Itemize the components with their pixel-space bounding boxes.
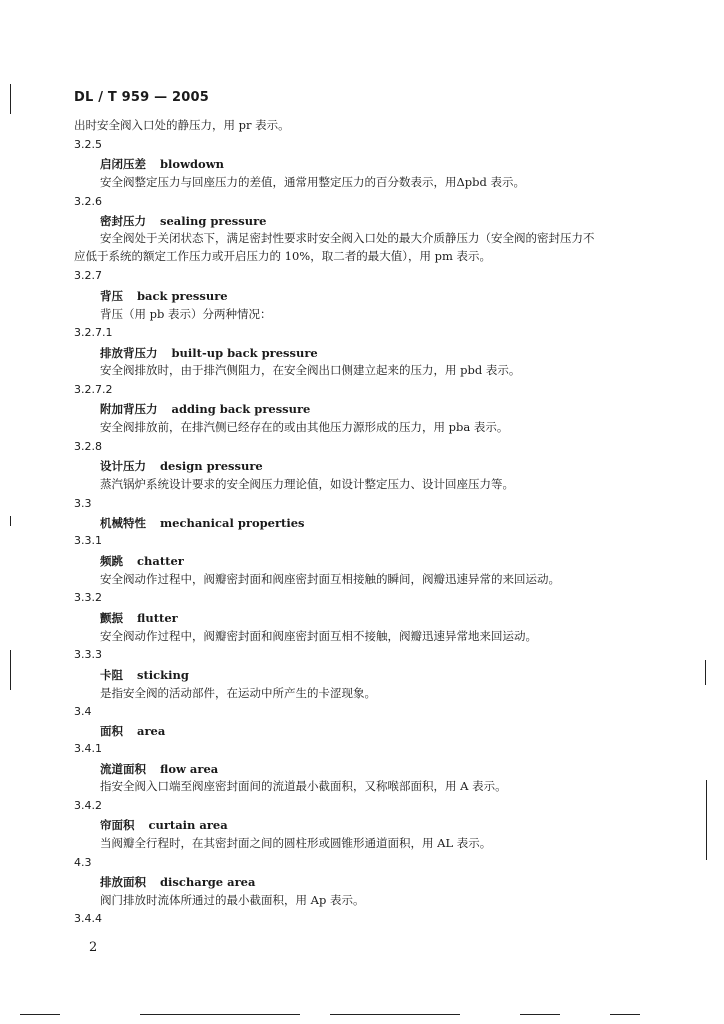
- scan-mark: [10, 84, 11, 114]
- body-text: 安全阀整定压力与回座压力的差值，通常用整定压力的百分数表示，用Δpbd 表示。: [100, 175, 526, 189]
- term-line: [100, 817, 228, 833]
- body-text: 是指安全阀的活动部件，在运动中所产生的卡涩现象。: [100, 686, 376, 700]
- page-number: 2: [89, 940, 98, 955]
- term-english: area: [137, 724, 166, 738]
- body-text: 安全阀动作过程中，阀瓣密封面和阀座密封面互相不接触，阀瓣迅速异常地来回运动。: [100, 629, 537, 643]
- term-chinese: 卡阻: [100, 668, 123, 682]
- term-chinese: 排放背压力: [100, 346, 158, 360]
- term-english: sealing pressure: [160, 214, 267, 228]
- term-line: [100, 345, 318, 361]
- section-number: 3.3.3: [74, 648, 102, 661]
- term-english: built-up back pressure: [171, 346, 318, 360]
- term-english: back pressure: [137, 289, 228, 303]
- section-number: 3.2.5: [74, 138, 102, 151]
- section-number: 3.4.1: [74, 742, 102, 755]
- body-text: 当阀瓣全行程时，在其密封面之间的圆柱形或圆锥形通道面积，用 AL 表示。: [100, 836, 492, 850]
- section-number: 3.3.1: [74, 534, 102, 547]
- term-line: [100, 874, 255, 890]
- body-text: 安全阀排放前，在排汽侧已经存在的或由其他压力源形成的压力，用 pba 表示。: [100, 420, 509, 434]
- body-text: 安全阀处于关闭状态下，满足密封性要求时安全阀入口处的最大介质静压力（安全阀的密封压力不: [100, 231, 595, 245]
- section-number: 3.2.7.1: [74, 326, 113, 339]
- scan-mark: [610, 1014, 640, 1015]
- term-chinese: 设计压力: [100, 459, 146, 473]
- section-number: 3.2.6: [74, 195, 102, 208]
- term-chinese: 频跳: [100, 554, 123, 568]
- term-english: design pressure: [160, 459, 263, 473]
- term-line: [100, 458, 263, 474]
- term-english: discharge area: [160, 875, 256, 889]
- term-line: [100, 213, 267, 229]
- term-english: sticking: [137, 668, 189, 682]
- term-line: [100, 761, 218, 777]
- body-text: 阀门排放时流体所通过的最小截面积，用 Ap 表示。: [100, 893, 365, 907]
- term-chinese: 背压: [100, 289, 123, 303]
- term-chinese: 帘面积: [100, 818, 135, 832]
- term-chinese: 附加背压力: [100, 402, 158, 416]
- term-english: adding back pressure: [171, 402, 311, 416]
- scan-mark: [140, 1014, 300, 1015]
- term-chinese: 启闭压差: [100, 157, 146, 171]
- scan-mark: [706, 780, 707, 860]
- body-text: 指安全阀入口端至阀座密封面间的流道最小截面积，又称喉部面积，用 A 表示。: [100, 779, 507, 793]
- term-line: [100, 401, 310, 417]
- scan-mark: [10, 650, 11, 690]
- term-chinese: 密封压力: [100, 214, 146, 228]
- term-chinese: 颤振: [100, 611, 123, 625]
- term-line: [100, 288, 228, 304]
- document-header: DL / T 959 — 2005: [74, 90, 210, 105]
- term-english: curtain area: [148, 818, 228, 832]
- scan-mark: [330, 1014, 460, 1015]
- section-number: 4.3: [74, 856, 92, 869]
- term-english: mechanical properties: [160, 516, 305, 530]
- body-text: 安全阀动作过程中，阀瓣密封面和阀座密封面互相接触的瞬间，阀瓣迅速异常的来回运动。: [100, 572, 560, 586]
- section-number: 3.4.2: [74, 799, 102, 812]
- scan-mark: [520, 1014, 560, 1015]
- term-chinese: 排放面积: [100, 875, 146, 889]
- section-number: 3.4: [74, 705, 92, 718]
- term-line: [100, 156, 224, 172]
- section-number: 3.3.2: [74, 591, 102, 604]
- term-line: [100, 610, 178, 626]
- term-english: flutter: [137, 611, 178, 625]
- section-number: 3.3: [74, 497, 92, 510]
- term-english: flow area: [160, 762, 219, 776]
- body-text: 蒸汽锅炉系统设计要求的安全阀压力理论值，如设计整定压力、设计回座压力等。: [100, 477, 514, 491]
- scan-mark: [705, 660, 706, 685]
- body-text: 安全阀排放时，由于排汽侧阻力，在安全阀出口侧建立起来的压力，用 pbd 表示。: [100, 363, 521, 377]
- term-line: [100, 667, 189, 683]
- body-text: 背压（用 pb 表示）分两种情况：: [100, 307, 272, 321]
- body-text: 应低于系统的额定工作压力或开启压力的 10%，取二者的最大值），用 pm 表示。: [74, 249, 492, 263]
- term-english: chatter: [137, 554, 184, 568]
- scan-mark: [20, 1014, 60, 1015]
- term-line: [100, 515, 305, 531]
- section-number: 3.2.7: [74, 269, 102, 282]
- body-text: 出时安全阀入口处的静压力，用 pr 表示。: [74, 118, 290, 132]
- section-number: 3.2.8: [74, 440, 102, 453]
- term-line: [100, 723, 165, 739]
- section-number: 3.4.4: [74, 912, 102, 925]
- scan-mark: [10, 516, 11, 526]
- term-chinese: 面积: [100, 724, 123, 738]
- term-chinese: 机械特性: [100, 516, 146, 530]
- term-line: [100, 553, 184, 569]
- section-number: 3.2.7.2: [74, 383, 113, 396]
- term-english: blowdown: [160, 157, 224, 171]
- term-chinese: 流道面积: [100, 762, 146, 776]
